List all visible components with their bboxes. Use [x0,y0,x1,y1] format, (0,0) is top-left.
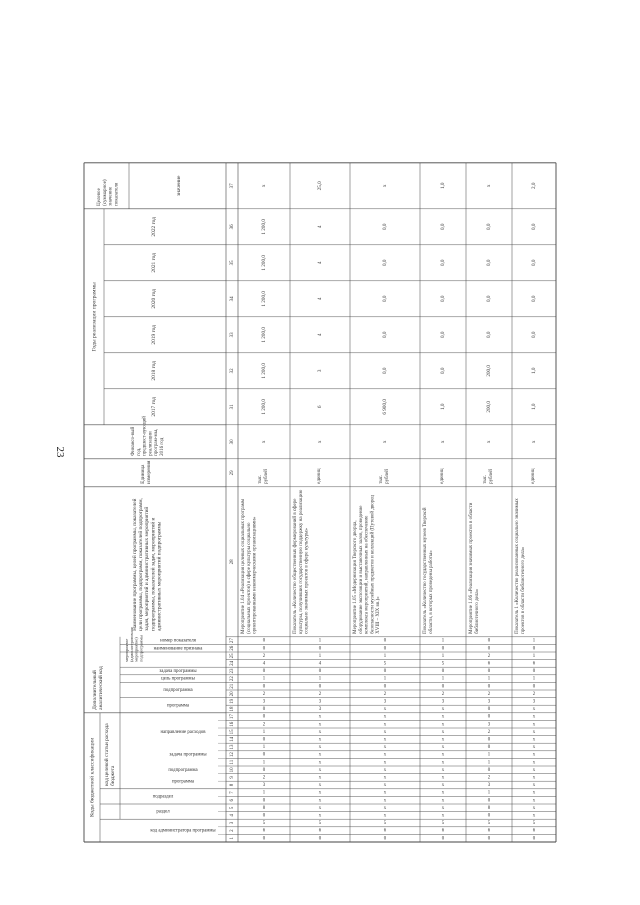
row-name: Показатель 1 «Количество реализованных социально значимыхпроектов в области библиотечного дела» [515,498,526,634]
code-cell: х [441,805,445,811]
code-cell: 2 [383,691,387,697]
code-cell: х [532,745,536,751]
row-final: 25,0 [317,181,324,191]
column-number: 13 [230,744,236,750]
column-number: 1 [230,836,236,840]
header-goal-program: цель программы [161,676,195,682]
row-year-value: 1,0 [440,403,447,411]
code-cell: 3 [318,707,322,713]
column-number: 28 [230,559,236,565]
header-subprogram: подпрограмма [168,767,198,773]
code-cell: 0 [318,684,322,690]
code-cell: х [318,729,322,735]
row-year-value: 1 200,0 [261,255,268,271]
code-cell: х [383,707,387,713]
program-table [76,68,571,862]
header-year-2: 2018 год [151,361,158,381]
code-cell: 6 [262,828,266,834]
code-cell: х [441,813,445,819]
column-number: 18 [230,706,236,712]
row-prior: х [261,440,268,444]
header-add-program: программа [166,703,190,709]
code-cell: 0 [532,836,536,842]
row-name: Мероприятие 1.05 «Модернизация Тверского дворца,оборудование экспозиции и выставочных залов, проведениекомплекса мероприятий, направленных на обеспечениебезопасности музейных предметов и коллекций (Путевой дворецXVIII – XIX вв.)» [353,494,381,634]
code-cell: 1 [441,638,445,644]
row-name: Мероприятие 1.04 «Реализация целевых социальных программ(социальных проектов) в сфере культуры социальноориентированными некоммерческими организациями» [241,498,258,634]
code-cell: 0 [532,646,536,652]
column-number: 15 [230,729,236,735]
header-unit: Единицаизмерения [140,460,152,484]
column-number: 23 [230,668,236,674]
code-cell: х [441,767,445,773]
code-cell: х [383,790,387,796]
code-cell: х [383,775,387,781]
code-cell: 1 [383,653,387,659]
header-finance-2016: Финансо-выйгод,предшест-вующийреализациипрограм-мы,2016 год [131,416,165,456]
code-cell: х [441,745,445,751]
column-number: 5 [230,806,236,810]
code-cell: 5 [383,821,387,827]
code-cell: 0 [262,798,266,804]
header-task-program: задача программы [169,752,207,758]
code-cell: х [441,737,445,743]
row-prior: х [486,440,493,444]
header-name-column: Наименование программы, целей программы, показателейцели программы, подпрограмм, показателей подпрограмм,задач, мероприятий и административных мероприятийподпрограммы, показателей задач, мероприятий иадминистративных мероприятий подпрограммы [132,498,163,631]
code-cell: 1 [262,729,266,735]
row-year-value: 3 [317,369,324,373]
code-cell: 0 [487,813,491,819]
code-cell: 0 [487,707,491,713]
code-cell: 1 [262,790,266,796]
code-cell: 1 [441,653,445,659]
code-cell: 1 [487,752,491,758]
code-cell: 2 [262,775,266,781]
row-year-value: 0,0 [486,259,493,267]
column-number: 24 [230,660,236,666]
code-cell: 0 [262,669,266,675]
code-cell: х [441,775,445,781]
row-year-value: 0,0 [486,331,493,339]
header-final-value: Целевое(суммарное)значениепоказателя [97,179,120,206]
code-cell: х [532,775,536,781]
code-cell: 1 [262,760,266,766]
row-year-value: 200,0 [486,364,493,377]
row-year-value: 6 900,0 [382,399,389,415]
header-budget-codes: Коды бюджетной классификации [89,737,96,818]
code-cell: 2 [262,691,266,697]
code-cell: 2 [487,729,491,735]
code-cell: 0 [487,669,491,675]
code-cell: 0 [262,714,266,720]
header-year-3: 2019 год [151,325,158,345]
code-cell: х [383,783,387,789]
column-number: 3 [230,821,236,825]
row-year-value: 0,0 [531,295,538,303]
column-number: 6 [230,798,236,802]
code-cell: 6 [532,828,536,834]
code-cell: 3 [262,783,266,789]
code-cell: 0 [383,836,387,842]
code-cell: х [318,722,322,728]
row-name: Показатель «Количество общественных формирований в сферекультуры, получивших государственную поддержку на реализациюсоциально значимых проектов в сфере культуры» [293,489,310,634]
code-cell: 6 [532,661,536,667]
header-add-subprogram: подпрограмма [163,688,193,694]
code-cell: 6 [383,828,387,834]
row-final: 2,0 [531,182,538,190]
code-cell: 1 [318,676,322,682]
row-final: х [382,184,389,188]
code-cell: х [318,790,322,796]
code-cell: 0 [441,646,445,652]
header-additional-code: Дополнительныйаналитический код [92,666,105,710]
column-number: 26 [230,645,236,651]
code-cell: 3 [532,699,536,705]
code-cell: 1 [487,676,491,682]
row-year-value: 1,0 [531,367,538,375]
row-year-value: 4 [317,297,324,301]
column-number: 19 [230,698,236,704]
row-name: Показатель «Количество государственных музеев Тверскойобласти, в которых проведены работы» [423,507,434,634]
row-year-value: 4 [317,333,324,337]
code-cell: 0 [532,669,536,675]
row-year-value: 0,0 [382,259,389,267]
code-cell: 6 [441,828,445,834]
column-number: 21 [230,683,236,689]
row-year-value: 0,0 [440,223,447,231]
code-cell: 3 [487,783,491,789]
code-cell: х [532,813,536,819]
row-final: х [486,184,493,188]
code-cell: 0 [318,669,322,675]
code-cell: 0 [441,669,445,675]
header-year-6: 2022 год [151,217,158,237]
code-cell: 0 [262,767,266,773]
code-cell: 0 [441,684,445,690]
code-cell: 0 [262,646,266,652]
code-cell: х [441,790,445,796]
row-year-value: 1 200,0 [261,291,268,307]
header-add-task: задача программы [159,669,197,675]
code-cell: 4 [262,661,266,667]
code-cell: 0 [383,669,387,675]
code-cell: х [383,737,387,743]
code-cell: 0 [262,737,266,743]
code-cell: х [318,767,322,773]
code-cell: 0 [487,737,491,743]
row-unit: единиц [440,468,445,484]
code-cell: 1 [262,676,266,682]
code-cell: 6 [487,661,491,667]
code-cell: х [318,752,322,758]
header-measure: мероприятие(административноемероприятие)подпрограммы [124,627,144,662]
code-cell: 1 [383,676,387,682]
code-cell: 1 [532,676,536,682]
column-number: 22 [230,676,236,682]
code-cell: х [532,805,536,811]
column-number: 35 [230,260,236,266]
header-section: раздел [156,809,170,815]
row-year-value: 0,0 [382,331,389,339]
code-cell: х [532,767,536,773]
row-unit: тыс.рублей [483,469,494,484]
code-cell: х [383,760,387,766]
row-year-value: 0,0 [531,331,538,339]
column-number: 9 [230,776,236,779]
code-cell: 3 [441,699,445,705]
code-cell: 3 [383,699,387,705]
code-cell: 1 [318,638,322,644]
header-year-5: 2021 год [151,253,158,273]
code-cell: 2 [318,691,322,697]
code-cell: 1 [487,790,491,796]
code-cell: 0 [487,745,491,751]
column-number: 14 [230,736,236,742]
row-year-value: 0,0 [382,223,389,231]
code-cell: 4 [318,661,322,667]
column-number: 30 [230,439,236,445]
code-cell: 5 [383,661,387,667]
row-prior: х [531,440,538,444]
table-body [84,163,556,842]
code-cell: 5 [487,821,491,827]
code-cell: 0 [262,638,266,644]
code-cell: х [318,798,322,804]
code-cell: х [532,783,536,789]
row-final: 1,0 [440,182,447,190]
rotated-table-sheet [76,68,571,862]
column-number: 16 [230,721,236,727]
code-cell: х [383,729,387,735]
code-cell: 0 [532,684,536,690]
code-cell: х [441,729,445,735]
code-cell: 0 [487,714,491,720]
row-year-value: 4 [317,225,324,229]
code-cell: 0 [487,638,491,644]
header-year-4: 2020 год [151,289,158,309]
code-cell: х [441,714,445,720]
code-cell: 8 [262,805,266,811]
code-cell: 2 [487,691,491,697]
header-target-article: код целевой статьи расходабюджета [104,723,117,786]
row-year-value: 1 200,0 [261,399,268,415]
row-year-value: 0,0 [440,259,447,267]
code-cell: х [441,752,445,758]
code-cell: х [383,805,387,811]
row-prior: х [317,440,324,444]
header-indicator-type: наименование признака [153,646,203,652]
row-final: х [261,184,268,188]
code-cell: х [383,722,387,728]
code-cell: 0 [383,638,387,644]
column-number: 31 [230,404,236,410]
code-cell: 0 [318,836,322,842]
code-cell: 2 [262,722,266,728]
code-cell: 0 [262,836,266,842]
code-cell: 1 [487,760,491,766]
column-number: 25 [230,653,236,659]
code-cell: 0 [262,707,266,713]
column-number: 7 [230,791,236,794]
code-cell: 5 [262,821,266,827]
code-cell: х [532,798,536,804]
header-direction: направление расходов [160,729,206,735]
header-value: значение [176,175,183,197]
code-cell: х [441,760,445,766]
row-year-value: 0,0 [531,223,538,231]
row-year-value: 6 [317,405,324,409]
code-cell: 1 [532,653,536,659]
row-unit: тыс.рублей [379,469,390,484]
column-number: 10 [230,767,236,773]
code-cell: 1 [262,745,266,751]
code-cell: х [318,783,322,789]
row-name: Мероприятие 1.06 «Реализация значимых проектов в областибиблиотечного дела» [469,502,480,634]
header-admin-code: код администратора программы [150,828,216,834]
header-years: Годы реализации программы [91,282,98,352]
row-prior: х [440,440,447,444]
row-year-value: 1 200,0 [261,327,268,343]
row-unit: единиц [317,468,322,484]
row-year-value: 200,0 [486,400,493,413]
code-cell: 1 [441,676,445,682]
code-cell: 1 [532,638,536,644]
code-cell: 0 [487,684,491,690]
code-cell: 5 [441,661,445,667]
code-cell: 0 [487,767,491,773]
code-cell: х [532,760,536,766]
code-cell: х [532,722,536,728]
code-cell: 0 [262,813,266,819]
code-cell: 2 [532,691,536,697]
code-cell: х [383,767,387,773]
code-cell: 0 [262,752,266,758]
column-number: 4 [230,814,236,817]
row-year-value: 1 200,0 [261,363,268,379]
column-number: 29 [230,470,236,476]
row-unit: единиц [531,468,536,484]
column-number: 27 [230,638,236,644]
code-cell: 0 [383,684,387,690]
code-cell: 2 [262,653,266,659]
column-number: 11 [230,759,236,765]
column-number: 20 [230,691,236,697]
code-cell: 8 [487,805,491,811]
code-cell: 3 [487,722,491,728]
header-program: программа [171,779,195,785]
column-number: 33 [230,332,236,338]
row-prior: х [382,440,389,444]
code-cell: 5 [532,821,536,827]
column-number: 2 [230,829,236,832]
code-cell: х [318,760,322,766]
code-cell: х [532,729,536,735]
code-cell: х [441,707,445,713]
row-year-value: 1,0 [531,403,538,411]
code-cell: х [441,722,445,728]
code-cell: 6 [318,828,322,834]
code-cell: 0 [262,684,266,690]
column-number: 37 [230,183,236,189]
code-cell: 3 [487,699,491,705]
code-cell: х [383,798,387,804]
column-number: 17 [230,714,236,720]
code-cell: 0 [487,646,491,652]
code-cell: 5 [318,821,322,827]
row-year-value: 0,0 [382,367,389,375]
row-year-value: 0,0 [440,331,447,339]
code-cell: 2 [441,691,445,697]
row-year-value: 0,0 [382,295,389,303]
code-cell: х [532,714,536,720]
code-cell: х [532,790,536,796]
code-cell: 0 [487,798,491,804]
code-cell: х [383,752,387,758]
code-cell: х [532,752,536,758]
code-cell: 6 [487,828,491,834]
row-unit: тыс.рублей [258,469,269,484]
column-number: 34 [230,296,236,302]
code-cell: х [441,783,445,789]
code-cell: х [383,714,387,720]
code-cell: х [441,798,445,804]
code-cell: 3 [262,699,266,705]
code-cell: 0 [383,646,387,652]
code-cell: х [318,714,322,720]
row-year-value: 4 [317,261,324,265]
header-subsection: подраздел [152,794,174,800]
header-year-1: 2017 год [151,397,158,417]
code-cell: х [318,805,322,811]
code-cell: 0 [318,646,322,652]
code-cell: х [318,775,322,781]
row-year-value: 0,0 [440,367,447,375]
code-cell: 3 [318,699,322,705]
header-indicator-number: номер показателя [160,638,196,644]
column-number: 12 [230,752,236,758]
code-cell: х [532,707,536,713]
code-cell: х [318,745,322,751]
row-year-value: 0,0 [531,259,538,267]
code-cell: х [383,813,387,819]
column-number: 32 [230,368,236,374]
column-number: 8 [230,783,236,787]
code-cell: 1 [318,653,322,659]
code-cell: 2 [487,775,491,781]
code-cell: х [383,745,387,751]
code-cell: 5 [441,821,445,827]
code-cell: х [532,737,536,743]
code-cell: 2 [487,653,491,659]
code-cell: х [318,737,322,743]
code-cell: х [318,813,322,819]
row-year-value: 0,0 [440,295,447,303]
row-year-value: 0,0 [486,295,493,303]
code-cell: 0 [441,836,445,842]
column-number: 36 [230,224,236,230]
page-number: 23 [54,446,66,458]
row-year-value: 1 200,0 [261,219,268,235]
code-cell: 0 [487,836,491,842]
row-year-value: 0,0 [486,223,493,231]
